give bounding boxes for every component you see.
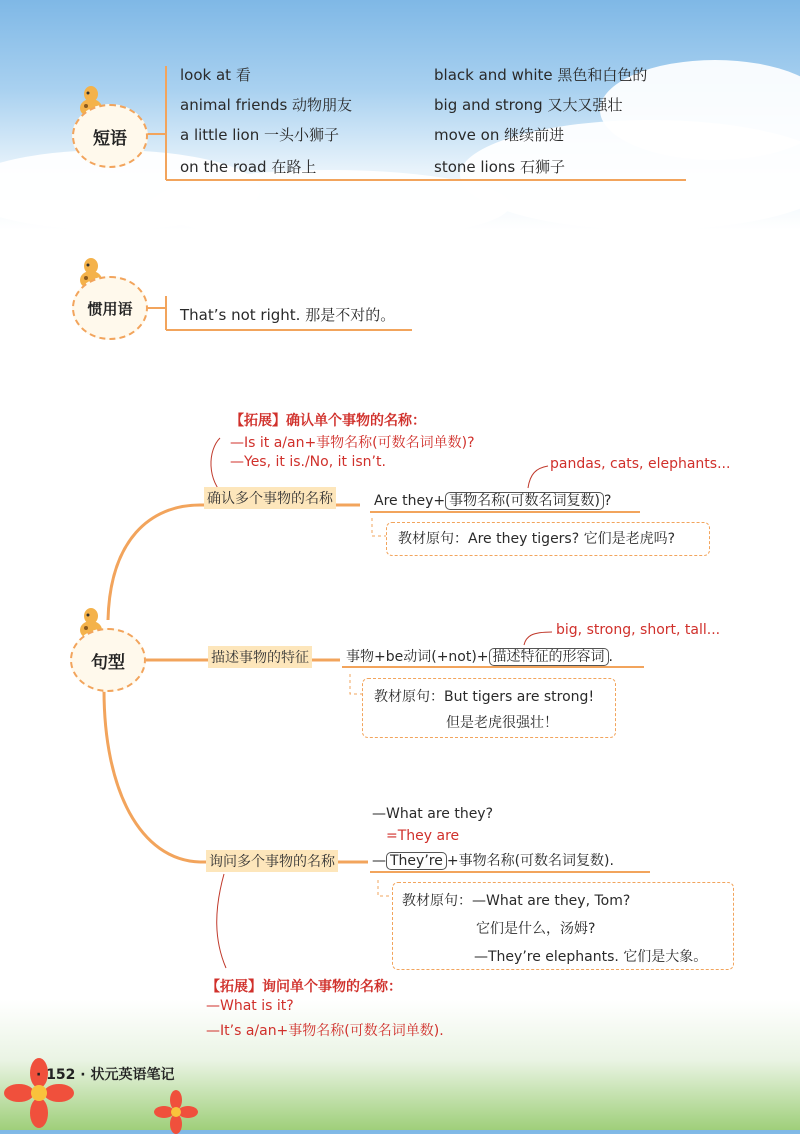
- extension-answer: —It’s a/an+事物名称(可数名词单数).: [206, 1023, 444, 1039]
- extension-title: 【拓展】确认单个事物的名称：: [230, 413, 426, 429]
- formula-box: 事物名称(可数名词复数): [445, 492, 604, 510]
- formula: — They’re +事物名称(可数名词复数).: [372, 853, 614, 869]
- note: =They are: [386, 828, 460, 844]
- extension-answer: —Yes, it is./No, it isn’t.: [230, 454, 386, 470]
- phrase-item: black and white 黑色和白色的: [434, 66, 648, 84]
- branch-label: 确认多个事物的名称: [204, 487, 336, 509]
- book-title: 状元英语笔记: [90, 1067, 175, 1083]
- question: —What are they?: [372, 806, 494, 822]
- original-sentence: 教材原句：—What are they, Tom?: [402, 893, 631, 909]
- original-sentence: 教材原句：But tigers are strong!: [374, 689, 595, 705]
- branch-label: 描述事物的特征: [208, 646, 312, 668]
- sentences-badge: 句型: [70, 628, 146, 692]
- page-footer: [36, 1064, 174, 1084]
- page-number: · 152 ·: [36, 1067, 86, 1083]
- phrase-item: on the road 在路上: [180, 158, 317, 176]
- extension-title: 【拓展】询问单个事物的名称：: [206, 979, 402, 995]
- formula: 事物+be动词(+not)+ 描述特征的形容词 .: [346, 649, 613, 665]
- phrase-item: move on 继续前进: [434, 126, 565, 144]
- formula-box: They’re: [386, 852, 447, 870]
- original-sentence: 它们是什么，汤姆?: [476, 921, 596, 937]
- phrase-item: animal friends 动物朋友: [180, 96, 353, 114]
- idioms-badge: 惯用语: [72, 276, 148, 340]
- examples: pandas, cats, elephants...: [550, 456, 731, 472]
- formula-box: 描述特征的形容词: [489, 648, 609, 666]
- phrase-item: stone lions 石狮子: [434, 158, 565, 176]
- examples: big, strong, short, tall...: [556, 622, 721, 638]
- idiom-item: That’s not right. 那是不对的。: [180, 306, 396, 324]
- extension-question: —What is it?: [206, 998, 294, 1014]
- phrase-item: a little lion 一头小狮子: [180, 126, 340, 144]
- original-sentence: —They’re elephants. 它们是大象。: [474, 949, 708, 965]
- formula: Are they+ 事物名称(可数名词复数) ?: [374, 493, 612, 509]
- phrase-item: look at 看: [180, 66, 251, 84]
- original-sentence: 教材原句：Are they tigers? 它们是老虎吗?: [398, 531, 676, 547]
- phrase-item: big and strong 又大又强壮: [434, 96, 623, 114]
- phrases-badge: 短语: [72, 104, 148, 168]
- original-sentence: 但是老虎很强壮！: [446, 715, 558, 731]
- flower-icon: [154, 1090, 198, 1134]
- branch-label: 询问多个事物的名称: [206, 850, 338, 872]
- extension-question: —Is it a/an+事物名称(可数名词单数)?: [230, 435, 475, 451]
